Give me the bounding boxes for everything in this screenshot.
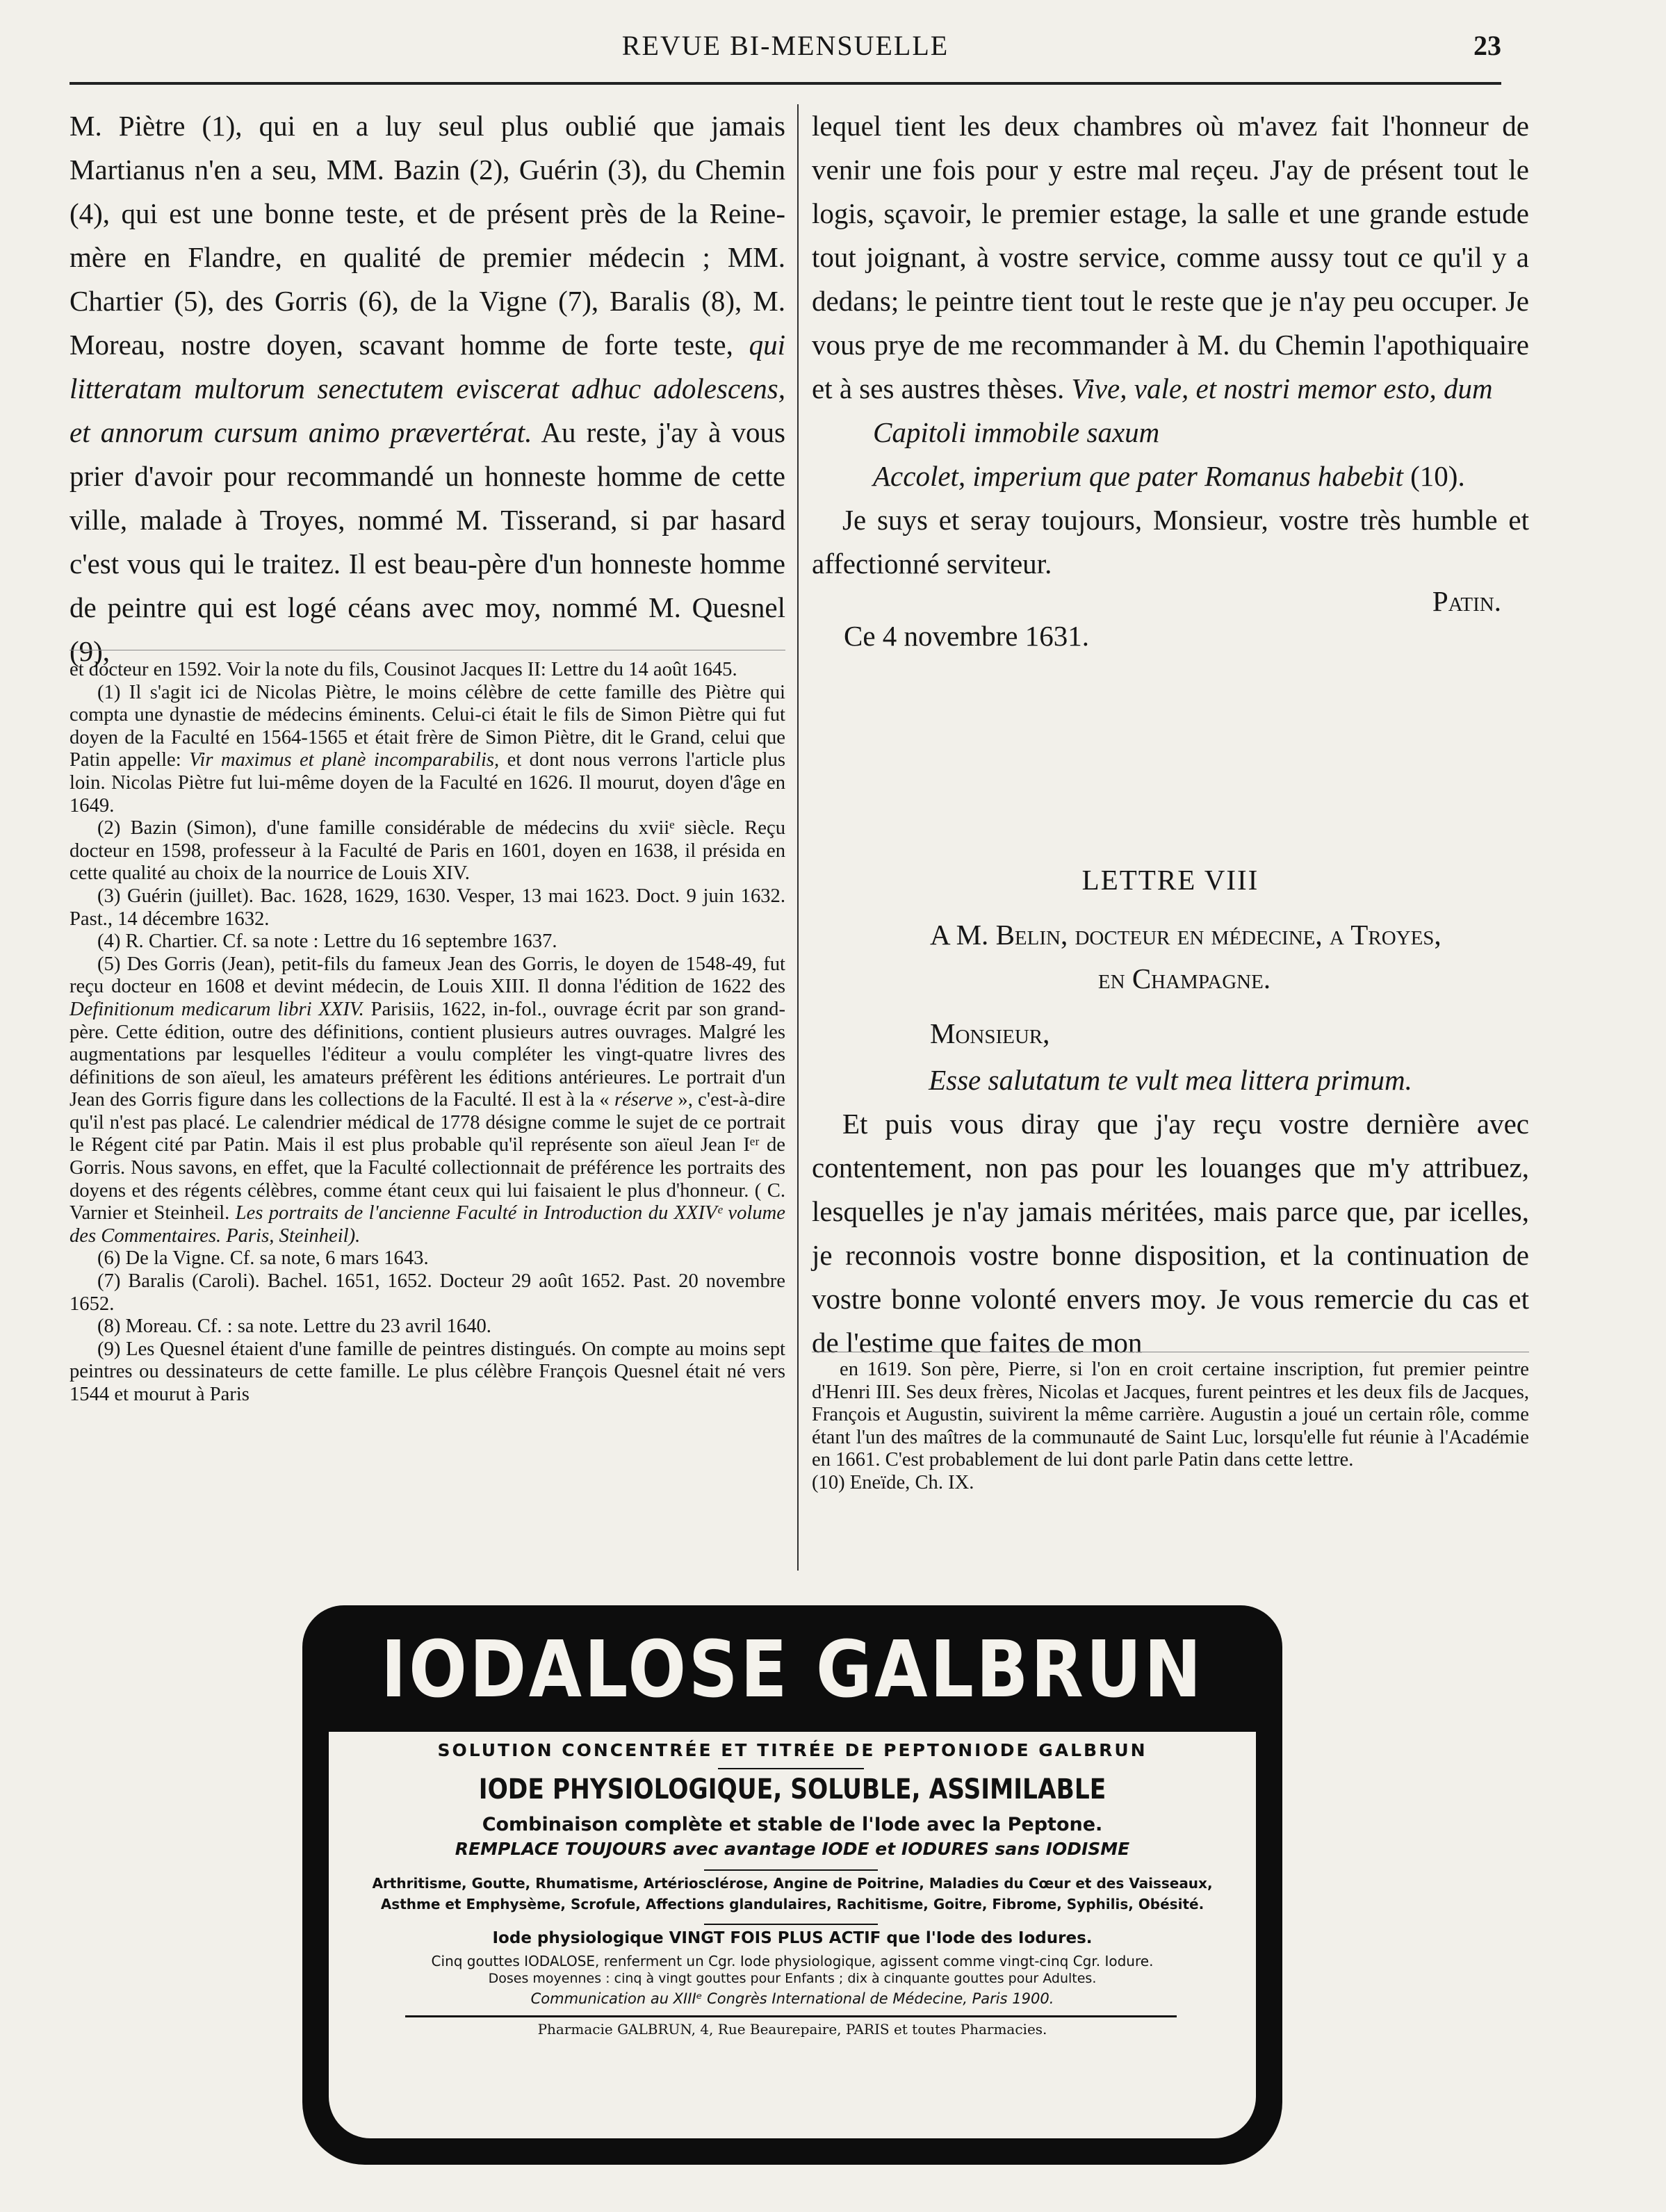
ad-title: IODALOSE GALBRUN: [380, 1625, 1204, 1715]
footnote: (2) Bazin (Simon), d'une famille considérable de médecins du xviiᵉ siècle. Reçu docteur en 1598, professeur à la Faculté de Paris en 1601, doyen en 1638, il présida en cette qualité au choix de la nourrice de Louis XIV.: [70, 817, 785, 885]
running-title: REVUE BI-MENSUELLE: [621, 30, 949, 61]
header-rule: [70, 82, 1501, 85]
body-paragraph: M. Piètre (1), qui en a luy seul plus oublié que jamais Martianus n'en a seu, MM. Bazin (2), Guérin (3), du Chemin (4), qui est une bonne teste, et de présent près de la Reine-mère en Flandre, en qualité de premier médecin ; MM. Chartier (5), des Gorris (6), de la Vigne (7), Baralis (8), M. Moreau, nostre doyen, scavant homme de forte teste, qui litteratam multorum senectutem eviscerat adhuc adolescens, et annorum cursum animo prævertérat. Au reste, j'ay à vous prier d'avoir pour recommandé un honneste homme de cette ville, malade à Troyes, nommé M. Tisserand, si par hasard c'est vous qui le traitez. Il est beau-père d'un honneste homme de peintre qui est logé céans avec moy, nommé M. Quesnel (9),: [70, 110, 785, 667]
motto: Esse salutatum te vult mea littera primum.: [929, 1064, 1412, 1096]
left-column-body: [70, 104, 785, 673]
ad-panel: [329, 1732, 1256, 2138]
ad-rule: [718, 1768, 864, 1769]
right-column-body: [812, 104, 1529, 411]
left-column-notes: [70, 659, 785, 1407]
column-divider: [797, 104, 799, 1571]
letter-date: Ce 4 novembre 1631.: [844, 620, 1089, 652]
letter-address: A M. Belin, docteur en médecine, a Troyes,: [930, 919, 1442, 951]
ad-line-1: Combinaison complète et stable de l'Iode avec la Peptone.: [482, 1814, 1103, 1835]
salutation: Monsieur,: [930, 1017, 1050, 1049]
footnote: (8) Moreau. Cf. : sa note. Lettre du 23 avril 1640.: [97, 1316, 491, 1338]
footnote: (9) Les Quesnel étaient d'une famille de peintres distingués. On compte au moins sept peintres ou dessinateurs de cette famille. Le plus célèbre François Quesnel était né vers 1544 et mourut à Paris: [70, 1338, 785, 1405]
ad-pharmacy: Pharmacie GALBRUN, 4, Rue Beaurepaire, PARIS et toutes Pharmacies.: [537, 2021, 1047, 2038]
page-number: 23: [1473, 30, 1501, 61]
right-column-notes: [812, 1359, 1529, 1495]
ad-rule: [704, 1924, 878, 1925]
ad-rule: [405, 2015, 1177, 2017]
page-header: [70, 29, 1501, 71]
verse-block: [812, 411, 1529, 498]
footnote: (10) Eneïde, Ch. IX.: [812, 1471, 974, 1493]
closing-formula: Je suys et seray toujours, Monsieur, vostre très humble et affectionné serviteur.: [812, 504, 1529, 580]
right-column: [812, 104, 1529, 1365]
ad-headline: IODE PHYSIOLOGIQUE, SOLUBLE, ASSIMILABLE: [478, 1773, 1106, 1805]
ad-line-2: REMPLACE TOUJOURS avec avantage IODE et IODURES sans IODISME: [455, 1839, 1130, 1859]
letter-address-line-2: en Champagne.: [1097, 962, 1271, 994]
body-paragraph: lequel tient les deux chambres où m'avez fait l'honneur de venir une fois pour y estre mal reçeu. J'ay de présent tout le logis, sçavoir, le premier estage, la salle et une grande estude tout joignant, à vostre service, comme aussy tout ce qu'il y a dedans; le peintre tient tout le reste que je n'ay peu occuper. Je vous prye de me recommander à M. du Chemin l'apothiquaire et à ses austres thèses. Vive, vale, et nostri memor esto, dum: [812, 110, 1529, 404]
footnote: (3) Guérin (juillet). Bac. 1628, 1629, 1630. Vesper, 13 mai 1623. Doct. 9 juin 1632. Past., 14 décembre 1632.: [70, 885, 785, 930]
letter-body: Et puis vous diray que j'ay reçu vostre dernière avec contentement, non pas pour les louanges que m'y attribuez, lesquelles je n'ay jamais méritées, mais parce que, par icelles, je reconnois vostre bonne disposition, et la continuation de vostre bonne volonté envers moy. Je vous remercie du cas et de l'estime que faites de mon: [812, 1108, 1529, 1359]
ad-indications-2: Asthme et Emphysème, Scrofule, Affections glandulaires, Rachitisme, Goitre, Fibrome, Syphilis, Obésité.: [380, 1896, 1204, 1912]
ad-indications-1: Arthritisme, Goutte, Rhumatisme, Artériosclérose, Angine de Poitrine, Maladies du Cœur et des Vaisseaux,: [372, 1875, 1213, 1892]
ad-dosage-2: Doses moyennes : cinq à vingt gouttes pour Enfants ; dix à cinquante gouttes pour Adultes.: [488, 1971, 1097, 1986]
footnote: (4) R. Chartier. Cf. sa note : Lettre du 16 septembre 1637.: [97, 931, 557, 953]
ad-dosage-1: Cinq gouttes IODALOSE, renferment un Cgr. Iode physiologique, agissent comme vingt-cinq Cgr. Iodure.: [431, 1953, 1154, 1969]
letter-heading: LETTRE VIII: [1081, 864, 1259, 896]
verse-line-2: Accolet, imperium que pater Romanus habebit (10).: [873, 460, 1465, 492]
ad-communication: Communication au XIIIᵉ Congrès International de Médecine, Paris 1900.: [530, 1990, 1054, 2007]
advertisement: [302, 1605, 1282, 2165]
footnote: en 1619. Son père, Pierre, si l'on en croit certaine inscription, fut premier peintre d'Henri III. Ses deux frères, Nicolas et Jacques, furent peintres et les deux fils de Jacques, François et Augustin, suivirent la même carrière. Augustin a joué un certain rôle, comme étant l'un des maîtres de la communauté de Saint Luc, lorsqu'elle fut réunie à l'Académie en 1661. C'est probablement de lui dont parle Patin dans cette lettre.: [812, 1359, 1529, 1471]
footnote: (7) Baralis (Caroli). Bachel. 1651, 1652. Docteur 29 août 1652. Past. 20 novembre 1652.: [70, 1270, 785, 1315]
ad-potency: Iode physiologique VINGT FOIS PLUS ACTIF que l'Iode des Iodures.: [492, 1929, 1093, 1947]
verse-line-1: Capitoli immobile saxum: [873, 416, 1160, 448]
signature: Patin.: [1432, 585, 1501, 617]
footnote: (1) Il s'agit ici de Nicolas Piètre, le moins célèbre de cette famille des Piètre qui compta une dynastie de médecins éminents. Celui-ci était le fils de Simon Piètre qui fut doyen de la Faculté en 1564-1565 et était frère de Simon Piètre, dit le Grand, celui que Patin appelle: Vir maximus et planè incomparabilis, et dont nous verrons l'article plus loin. Nicolas Piètre fut lui-même doyen de la Faculté en 1626. Il mourut, doyen d'âge en 1649.: [70, 681, 786, 817]
footnote: (6) De la Vigne. Cf. sa note, 6 mars 1643.: [97, 1247, 429, 1270]
verse-reference: (10).: [1403, 460, 1465, 492]
footnote: et docteur en 1592. Voir la note du fils, Cousinot Jacques II: Lettre du 14 août 1645.: [70, 659, 737, 680]
ad-rule: [704, 1869, 878, 1871]
footnote: (5) Des Gorris (Jean), petit-fils du fameux Jean des Gorris, le doyen de 1548-49, fut reçu docteur en 1608 et devint médecin, de Louis XIII. Il donna l'édition de 1622 des Definitionum medicarum libri XXIV. Parisiis, 1622, in-fol., ouvrage écrit par son grand-père. Cette édition, outre des définitions, contient plusieurs autres ouvrages. Malgré les augmentations par lesquelles l'éditeur a voulu compléter les vingt-quatre livres des définitions de son aïeul, les amateurs préfèrent les éditions antérieures. Le portrait d'un Jean des Gorris figure dans les collections de la Faculté. Il est à la « réserve », c'est-à-dire qu'il n'est pas placé. Le calendrier médical de 1778 désigne comme le sujet de ce portrait le Régent cité par Patin. Mais il est plus probable qu'il représente son aïeul Jean Iᵉʳ de Gorris. Nous savons, en effet, que la Faculté collectionnait de préférence les portraits des doyens et des régents célèbres, comme étant ceux qui lui faisaient le plus d'honneur. ( C. Varnier et Steinheil. Les portraits de l'ancienne Faculté in Introduction du XXIVᵉ volume des Commentaires. Paris, Steinheil).: [70, 953, 785, 1247]
ad-subtitle: SOLUTION CONCENTRÉE ET TITRÉE DE PEPTONIODE GALBRUN: [437, 1740, 1148, 1760]
